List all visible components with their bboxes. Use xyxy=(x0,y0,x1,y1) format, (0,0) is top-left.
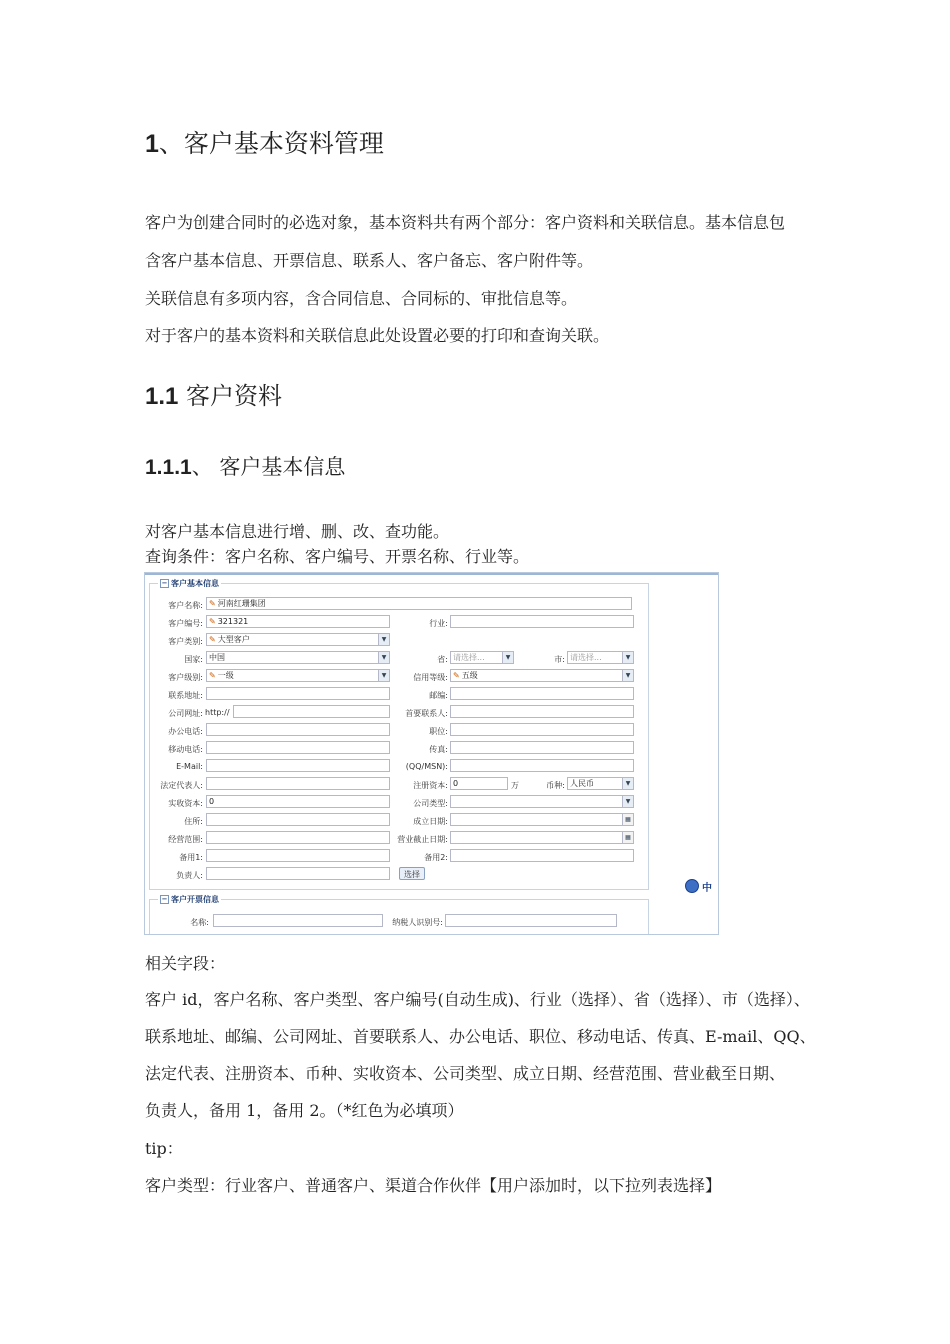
industry-input[interactable] xyxy=(450,615,634,628)
chevron-down-icon[interactable]: ▼ xyxy=(622,778,633,789)
address-input[interactable] xyxy=(206,687,390,700)
remark2-label: 备用2: xyxy=(424,853,448,862)
intro-line-3: 关联信息有多项内容，含合同信息、合同标的、审批信息等。 xyxy=(145,289,578,308)
desc-line-2: 查询条件：客户名称、客户编号、开票名称、行业等。 xyxy=(145,547,530,566)
heading-text: 、 客户基本信息 xyxy=(191,455,346,479)
required-pencil-icon: ✎ xyxy=(209,671,216,680)
required-pencil-icon: ✎ xyxy=(453,671,460,680)
reg-capital-input[interactable] xyxy=(450,777,508,790)
heading-number: 1 xyxy=(145,130,159,158)
founded-date-input[interactable] xyxy=(450,813,634,826)
heading-number: 1.1 xyxy=(145,383,179,410)
website-prefix: http:// xyxy=(205,708,230,717)
basic-info-legend xyxy=(158,578,221,589)
scope-input[interactable] xyxy=(206,831,390,844)
related-line-2: 联系地址、邮编、公司网址、首要联系人、办公电话、职位、移动电话、传真、E-mail、QQ、 xyxy=(145,1027,816,1046)
customer-type-select[interactable] xyxy=(206,633,390,646)
desc-line-1: 对客户基本信息进行增、删、改、查功能。 xyxy=(145,522,450,541)
calendar-icon[interactable]: ▦ xyxy=(622,832,633,843)
country-label: 国家: xyxy=(184,655,203,664)
invoice-name-input[interactable] xyxy=(213,914,383,927)
customer-name-label: 客户名称: xyxy=(168,601,203,610)
company-type-label: 公司类型: xyxy=(413,799,448,808)
taxpayer-label: 纳税人识别号: xyxy=(392,918,443,927)
position-label: 职位: xyxy=(429,727,448,736)
chevron-down-icon[interactable]: ▼ xyxy=(622,652,633,663)
currency-select[interactable] xyxy=(567,777,634,790)
heading-text: 、客户基本资料管理 xyxy=(158,129,384,158)
remark1-input[interactable] xyxy=(206,849,390,862)
owner-label: 负责人: xyxy=(176,871,203,880)
credit-label: 信用等级: xyxy=(413,673,448,682)
invoice-name-label: 名称: xyxy=(190,918,209,927)
chevron-down-icon[interactable]: ▼ xyxy=(378,634,389,645)
screenshot-top-border xyxy=(145,573,718,575)
company-type-select[interactable] xyxy=(450,795,634,808)
calendar-icon[interactable]: ▦ xyxy=(622,814,633,825)
zip-label: 邮编: xyxy=(429,691,448,700)
customer-name-value: 河南红珊集团 xyxy=(217,599,266,608)
qq-input[interactable] xyxy=(450,759,634,772)
website-label: 公司网址: xyxy=(168,709,203,718)
section-heading-1-1-1 xyxy=(145,451,345,481)
customer-no-input[interactable] xyxy=(206,615,390,628)
level-select[interactable] xyxy=(206,669,390,682)
paid-capital-label: 实收资本: xyxy=(168,799,203,808)
invoice-info-legend xyxy=(158,894,221,905)
brand-logo xyxy=(685,877,719,895)
level-label: 客户级别: xyxy=(168,673,203,682)
contact-label: 首要联系人: xyxy=(405,709,448,718)
logo-text: 中 xyxy=(702,882,712,894)
credit-value: 五级 xyxy=(461,671,478,680)
office-phone-label: 办公电话: xyxy=(168,727,203,736)
chevron-down-icon[interactable]: ▼ xyxy=(622,670,633,681)
province-select[interactable] xyxy=(450,651,514,664)
related-line-3: 法定代表、注册资本、币种、实收资本、公司类型、成立日期、经营范围、营业截至日期、 xyxy=(145,1064,786,1083)
related-title: 相关字段： xyxy=(145,954,226,973)
scope-label: 经营范围: xyxy=(168,835,203,844)
collapse-toggle-icon[interactable]: − xyxy=(161,895,168,903)
currency-value: 人民币 xyxy=(570,779,594,788)
globe-icon xyxy=(685,879,699,893)
province-value: 请选择... xyxy=(453,653,485,662)
section-heading-1 xyxy=(145,124,384,160)
intro-line-2: 含客户基本信息、开票信息、联系人、客户备忘、客户附件等。 xyxy=(145,251,594,270)
domicile-label: 住所: xyxy=(184,817,203,826)
heading-number: 1.1.1 xyxy=(145,456,192,479)
credit-select[interactable] xyxy=(450,669,634,682)
tip-label: tip： xyxy=(145,1139,183,1158)
office-phone-input[interactable] xyxy=(206,723,390,736)
industry-label: 行业: xyxy=(429,619,448,628)
country-select[interactable] xyxy=(206,651,390,664)
position-input[interactable] xyxy=(450,723,634,736)
level-value: 一级 xyxy=(217,671,234,680)
intro-line-1: 客户为创建合同时的必选对象，基本资料共有两个部分：客户资料和关联信息。基本信息包 xyxy=(145,213,786,232)
customer-type-value: 大型客户 xyxy=(217,635,250,644)
intro-line-4: 对于客户的基本资料和关联信息此处设置必要的打印和查询关联。 xyxy=(145,326,610,345)
founded-label: 成立日期: xyxy=(413,817,448,826)
section-heading-1-1 xyxy=(145,376,282,411)
required-pencil-icon: ✎ xyxy=(209,599,216,608)
chevron-down-icon[interactable]: ▼ xyxy=(502,652,513,663)
zip-input[interactable] xyxy=(450,687,634,700)
mobile-input[interactable] xyxy=(206,741,390,754)
email-input[interactable] xyxy=(206,759,390,772)
legal-rep-input[interactable] xyxy=(206,777,390,790)
related-line-4: 负责人，备用 1，备用 2。（*红色为必填项） xyxy=(145,1101,464,1120)
remark1-label: 备用1: xyxy=(179,853,203,862)
customer-type-label: 客户类别: xyxy=(168,637,203,646)
business-end-date-input[interactable] xyxy=(450,831,634,844)
select-button[interactable]: 选择 xyxy=(399,867,425,880)
customer-form-screenshot xyxy=(144,572,719,935)
customer-name-input[interactable] xyxy=(206,597,632,610)
legend-label: 客户基本信息 xyxy=(171,579,219,588)
legend-label: 客户开票信息 xyxy=(171,895,219,904)
city-select[interactable] xyxy=(567,651,634,664)
collapse-toggle-icon[interactable]: − xyxy=(161,579,168,587)
tip-text: 客户类型：行业客户、普通客户、渠道合作伙伴【用户添加时，以下拉列表选择】 xyxy=(145,1176,722,1195)
related-line-1: 客户 id，客户名称、客户类型、客户编号(自动生成)、行业（选择）、省（选择）、市（选择）、 xyxy=(145,990,810,1009)
business-end-label: 营业截止日期: xyxy=(397,835,448,844)
required-pencil-icon: ✎ xyxy=(209,617,216,626)
taxpayer-input[interactable] xyxy=(445,914,617,927)
remark2-input[interactable] xyxy=(450,849,634,862)
fax-input[interactable] xyxy=(450,741,634,754)
chevron-down-icon[interactable]: ▼ xyxy=(622,796,633,807)
currency-label: 币种: xyxy=(546,781,565,790)
city-label: 市: xyxy=(554,655,565,664)
customer-no-value: 321321 xyxy=(217,617,249,626)
domicile-input[interactable] xyxy=(206,813,390,826)
paid-capital-input[interactable] xyxy=(206,795,390,808)
required-pencil-icon: ✎ xyxy=(209,635,216,644)
qq-label: (QQ/MSN): xyxy=(405,762,448,771)
owner-input[interactable] xyxy=(206,867,390,880)
email-label: E-Mail: xyxy=(176,762,203,771)
fax-label: 传真: xyxy=(429,745,448,754)
reg-capital-value: 0 xyxy=(453,779,459,788)
chevron-down-icon[interactable]: ▼ xyxy=(378,652,389,663)
website-input[interactable] xyxy=(233,705,390,718)
city-value: 请选择... xyxy=(570,653,602,662)
heading-text: 客户资料 xyxy=(186,382,283,410)
contact-input[interactable] xyxy=(450,705,634,718)
paid-capital-value: 0 xyxy=(209,797,215,806)
mobile-label: 移动电话: xyxy=(168,745,203,754)
reg-capital-label: 注册资本: xyxy=(413,781,448,790)
legal-rep-label: 法定代表人: xyxy=(160,781,203,790)
address-label: 联系地址: xyxy=(168,691,203,700)
province-label: 省: xyxy=(437,655,448,664)
country-value: 中国 xyxy=(209,653,225,662)
unit-wan: 万 xyxy=(511,781,519,790)
customer-no-label: 客户编号: xyxy=(168,619,203,628)
chevron-down-icon[interactable]: ▼ xyxy=(378,670,389,681)
